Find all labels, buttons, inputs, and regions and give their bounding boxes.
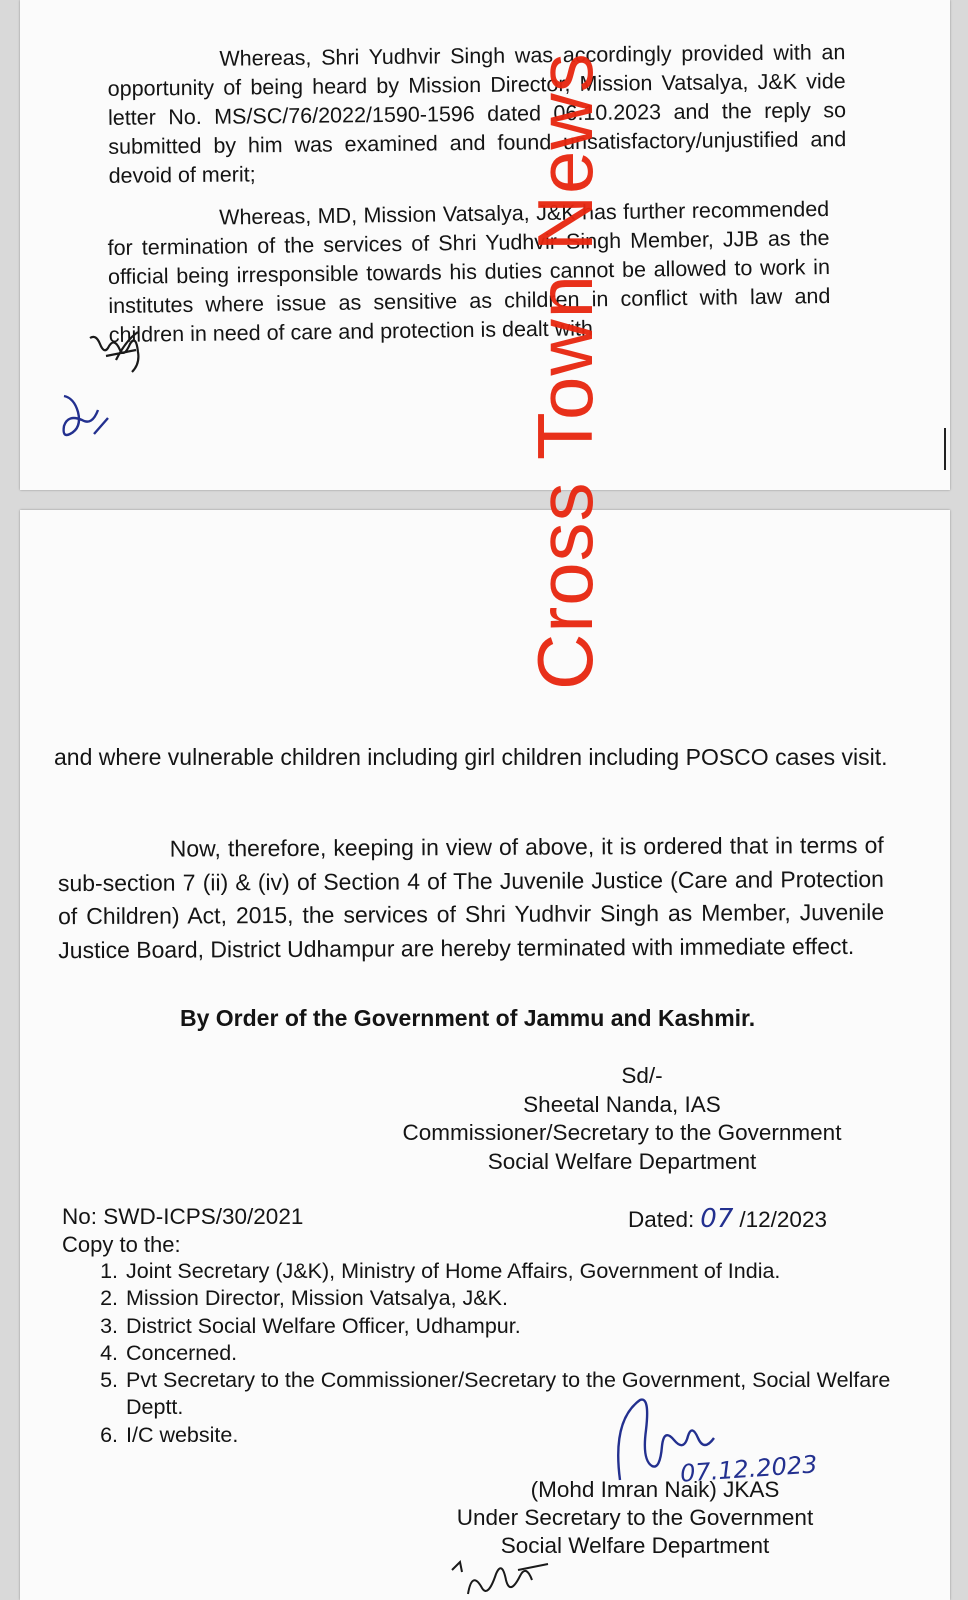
reference-number: No: SWD-ICPS/30/2021 xyxy=(62,1204,304,1229)
page-edge-mark xyxy=(944,428,946,470)
receipt-scribble-icon xyxy=(448,1550,578,1600)
dated-day: 07 xyxy=(700,1204,734,1234)
under-secretary-block xyxy=(450,1476,820,1560)
sd-mark: Sd/- xyxy=(621,1063,663,1088)
list-item: 5. Pvt Secretary to the Commissioner/Secretary to the Government, Social Welfare Deptt. xyxy=(124,1367,924,1422)
handwritten-date: 07.12.2023 xyxy=(679,1450,819,1488)
order-line: By Order of the Government of Jammu and Kashmir. xyxy=(180,1005,756,1031)
paragraph-continuation: and where vulnerable children including girl children including POSCO cases visit. xyxy=(54,744,888,770)
dated-rest: /12/2023 xyxy=(739,1207,827,1232)
under-secretary-name: (Mohd Imran Naik) JKAS xyxy=(530,1477,780,1502)
signatory-name: Sheetal Nanda, IAS xyxy=(523,1091,721,1117)
initials-signature-icon xyxy=(86,330,186,390)
dated-label: Dated: xyxy=(628,1207,695,1232)
copy-to-label: Copy to the: xyxy=(62,1232,181,1257)
document-page-1 xyxy=(20,0,950,490)
signatory-block xyxy=(382,1062,862,1176)
dated-line xyxy=(628,1204,827,1234)
signatory-department: Social Welfare Department xyxy=(487,1148,757,1174)
list-item: 1. Joint Secretary (J&K), Ministry of Home Affairs, Government of India. xyxy=(124,1258,924,1285)
paragraph-order: Now, therefore, keeping in view of above, it is ordered that in terms of sub-section 7 (ii) & (iv) of Section 4 of The Juvenile Justice (Care and Protection of Children) Act, 2015, the services of Shri Yudhvir Singh as Member, Juvenile Justice Board, District Udhampur are hereby terminated with immediate effect. xyxy=(57,831,885,963)
watermark: Cross Town News xyxy=(521,52,609,690)
paragraph-whereas-recommended: Whereas, MD, Mission Vatsalya, J&K has further recommended for termination of the services of Shri Yudhvir Singh Member, JJB as the official being irresponsible towards his duties cannot be allowed to work in institutes where issue as sensitive as children in conflict with law and children in need of care and protection is dealt with xyxy=(107,196,831,347)
under-secretary-department: Social Welfare Department xyxy=(500,1533,770,1558)
under-secretary-designation: Under Secretary to the Government xyxy=(456,1505,814,1530)
list-item: 3. District Social Welfare Officer, Udhampur. xyxy=(124,1313,924,1340)
list-item: 6. I/C website. xyxy=(124,1422,924,1449)
blue-initials-icon xyxy=(58,390,128,450)
document-page-2 xyxy=(20,510,950,1600)
list-item: 4. Concerned. xyxy=(124,1340,924,1367)
paragraph-whereas-hearing: Whereas, Shri Yudhvir Singh was accordingly provided with an opportunity of being heard by Mission Director, Mission Vatsalya, J&K vide letter No. MS/SC/76/2022/1590-1596 dated 06.10.2023 and the reply so submitted by him was examined and found unsatisfactory/unjustified and devoid of merit; xyxy=(107,39,847,188)
signatory-designation: Commissioner/Secretary to the Government xyxy=(402,1120,842,1145)
list-item: 2. Mission Director, Mission Vatsalya, J&K. xyxy=(124,1285,924,1312)
